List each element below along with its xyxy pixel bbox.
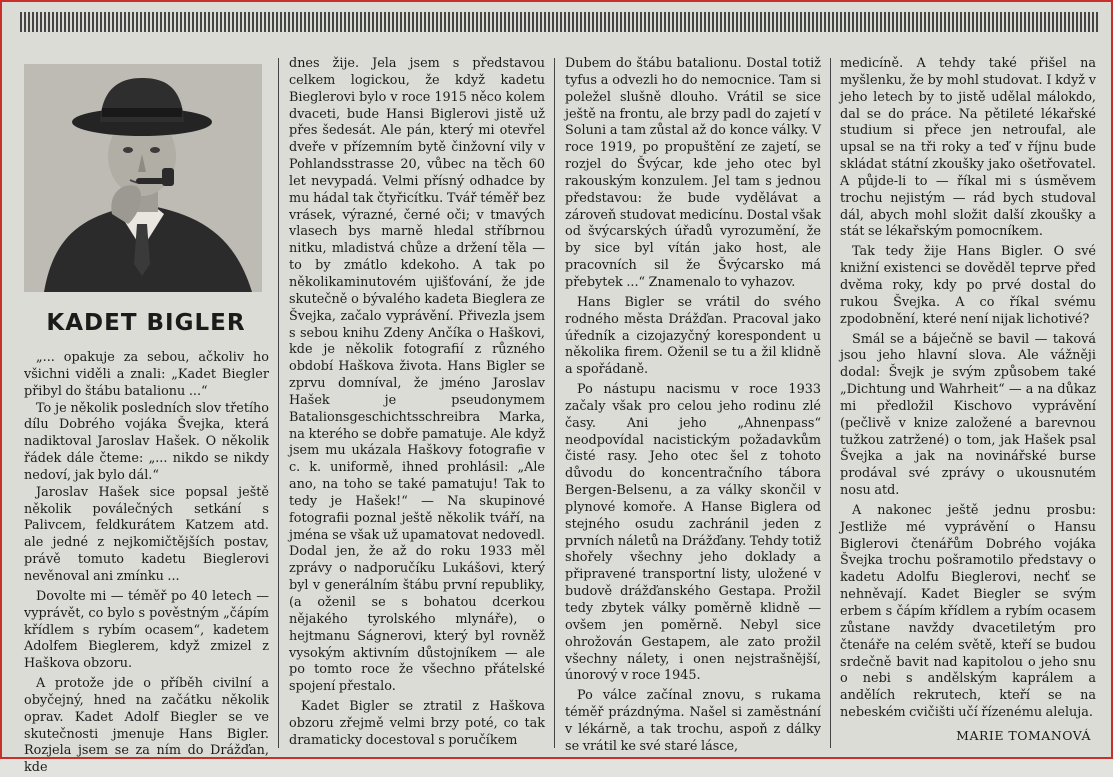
paragraph: A protože jde o příběh civilní a obyčejný, hned na začátku několik oprav. Kadet Adolf Biegler se ve skutečnosti jmenuje Hans Bigler. Rozjela jsem se za ním do Drážďan, kde [24, 676, 269, 776]
paragraph: dnes žije. Jela jsem s představou celkem logickou, že když kadetu Bieglerovi bylo v roce 1915 něco kolem dvaceti, bude Hansi Biglerovi jistě už přes šedesát. Ale pán, který mi otevřel dveře v přízemním bytě činžovní vily v Pohlandsstrasse 20, vůbec na těch 60 let nevypadá. Velmi přísný odhadce by mu hádal tak čtyřicítku. Tvář téměř bez vrásek, výrazné, černé oči; v tmavých vlasech bys marně hledal stříbrnou nitku, mladistvá chůze a držení těla — to by zmátlo kdekoho. A tak po několikaminutovém ujišťování, že jde skutečně o bývalého kadeta Bieglera ze Švejka, začalo vyprávění. Přivezla jsem s sebou knihu Zdeny Ančíka o Haškovi, kde je několik fotografií z různého období Haškova života. Hans Bigler se zprvu domníval, že jméno Jaroslav Hašek je pseudonymem Batalionsgeschichtsschreibra Marka, na kterého se dobře pamatuje. Ale když jsem mu ukázala Haškovy fotografie v c. k. uniformě, ihned prohlásil: „Ale ano, na toho se také pamatuju! Tak to tedy je Hašek!“ — Na skupinové fotografii poznal ještě několik tváří, na jména se však už upamatovat nedovedl. Dodal jen, že až do roku 1933 měl zprávy o nadporučíku Lukášovi, který byl v generálním štábu první republiky, (a oženil se s bohatou dcerkou nějakého tyrolského mlynáře), o hejtmanu Ságnerovi, který byl rovněž vysokým aktivním důstojníkem — ale po tomto roce že všechno přátelské spojení přestalo. [289, 56, 545, 695]
paragraph: Hans Bigler se vrátil do svého rodného města Drážďan. Pracoval jako úředník a cizojazyčný korespondent u několika firem. Oženil se tu a žil klidně a spořádaně. [565, 294, 821, 378]
paragraph: Dovolte mi — téměř po 40 letech — vyprávět, co bylo s pověstným „čápím křídlem s rybím ocasem“, kadetem Adolfem Bieglerem, když zmizel z Haškova obzoru. [24, 588, 269, 672]
article-column-3 [565, 56, 821, 756]
paragraph: Po válce začínal znovu, s rukama téměř prázdnýma. Našel si zaměstnání v lékárně, a tak trochu, aspoň z dálky se vrátil ke své staré lásce, [565, 688, 821, 754]
article-column-4 [840, 56, 1096, 722]
portrait-photo [24, 64, 262, 292]
paragraph: A nakonec ještě jednu prosbu: Jestliže mé vyprávění o Hansu Biglerovi čtenářům Dobrého vojáka Švejka trochu pošramotilo představy o kadetu Adolfu Bieglerovi, nechť se nehněvají. Kadet Biegler se svým erbem s čápím křídlem a rybím ocasem zůstane navždy dvacetiletým pro čtenáře na celém světě, kteří se budou srdečně bavit nad kapitolou o jeho snu o nebi s andělským kaprálem a andělích rekrutech, kteří se na nebeském cvičišti učí řízenému aleluja. [840, 502, 1096, 721]
paragraph: Jaroslav Hašek sice popsal ještě několik poválečných setkání s Palivcem, feldkurátem Katzem atd. ale jedné z nejkomičtějších postav, právě tomuto kadetu Bieglerovi nevěnoval ani zmínku ... [24, 484, 269, 584]
article-column-1 [24, 350, 269, 777]
column-divider [554, 58, 555, 748]
header-hatch-rule [20, 12, 1100, 32]
column-divider [830, 58, 831, 748]
paragraph: To je několik posledních slov třetího dílu Dobrého vojáka Švejka, která nadiktoval Jaroslav Hašek. O několik řádek dále čteme: „... nikdo se nikdy nedoví, jak bylo dál.“ [24, 400, 269, 483]
paragraph: Kadet Bigler se ztratil z Haškova obzoru zřejmě velmi brzy poté, co tak dramaticky docestoval s poručíkem [289, 699, 545, 748]
article-headline: KADET BIGLER [46, 310, 246, 336]
portrait-illustration [24, 64, 262, 292]
paragraph: medicíně. A tehdy také přišel na myšlenku, že by mohl studovat. I když v jeho letech by to jistě udělal málokdo, dal se do práce. Na pětileté lékařské studium si přece jen netroufal, ale upsal se na tři roky a teď v říjnu bude skládat státní zkoušky jako ošetřovatel. A půjde-li to — říkal mi s úsměvem trochu nejistým — rád bych studoval dál, abych mohl složit další zkoušky a stát se lékařským pomocníkem. [840, 56, 1096, 240]
paragraph: Po nástupu nacismu v roce 1933 začaly však pro celou jeho rodinu zlé časy. Ani jeho „Ahnenpass“ neodpovídal nacistickým požadavkům čisté rasy. Jeho otec šel z tohoto důvodu do koncentračního tábora Bergen-Belsenu, a za války skončil v plynové komoře. A Hanse Biglera od stejného osudu zachránil jeden z prvních náletů na Drážďany. Tehdy totiž shořely všechny jeho doklady a připravené transportní listy, uložené v budově drážďanského Gestapa. Prožil tedy zbytek války poměrně klidně — ovšem jen poměrně. Nebyl sice ohrožován Gestapem, ale zato prožil všechny nálety, i onen nejstrašnější, únorový v roce 1945. [565, 382, 821, 684]
paragraph: Tak tedy žije Hans Bigler. O své knižní existenci se dověděl teprve před dvěma roky, kdy po prvé dostal do rukou Švejka. A co říkal svému zpodobnění, které není nijak lichotivé? [840, 244, 1096, 327]
author-signature: MARIE TOMANOVÁ [956, 728, 1091, 743]
article-column-2 [289, 56, 545, 750]
paragraph: Dubem do štábu batalionu. Dostal totiž tyfus a odvezli ho do nemocnice. Tam si poležel slušně dlouho. Vrátil se sice ještě na frontu, ale brzy padl do zajetí v Soluni a tam zůstal až do konce války. V roce 1919, po propuštění ze zajetí, se rozjel do Švýcar, kde jeho otec byl rakouským konzulem. Jel tam s jednou představou: že bude vydělávat a zároveň studovat medicínu. Dostal však od švýcarských úřadů vyrozumění, že by sice byl vítán jako host, ale pracovních sil že Švýcarsko má přebytek ...“ Znamenalo to vyhazov. [565, 56, 821, 290]
paragraph: Smál se a báječně se bavil — taková jsou jeho hlavní slova. Ale vážněji dodal: Švejk je svým způsobem také „Dichtung und Wahrheit“ — a na důkaz mi předložil Kischovo vyprávění (pečlivě v knize založené a barevnou tužkou zatržené) o tom, jak Hašek psal Švejka a jak na novinářské burse prodával své zprávy o ukousnutém nosu atd. [840, 331, 1096, 499]
column-divider [278, 58, 279, 748]
paragraph: „... opakuje za sebou, ačkoliv ho všichni viděli a znali: „Kadet Biegler přibyl do štábu batalionu ...“ [24, 350, 269, 399]
